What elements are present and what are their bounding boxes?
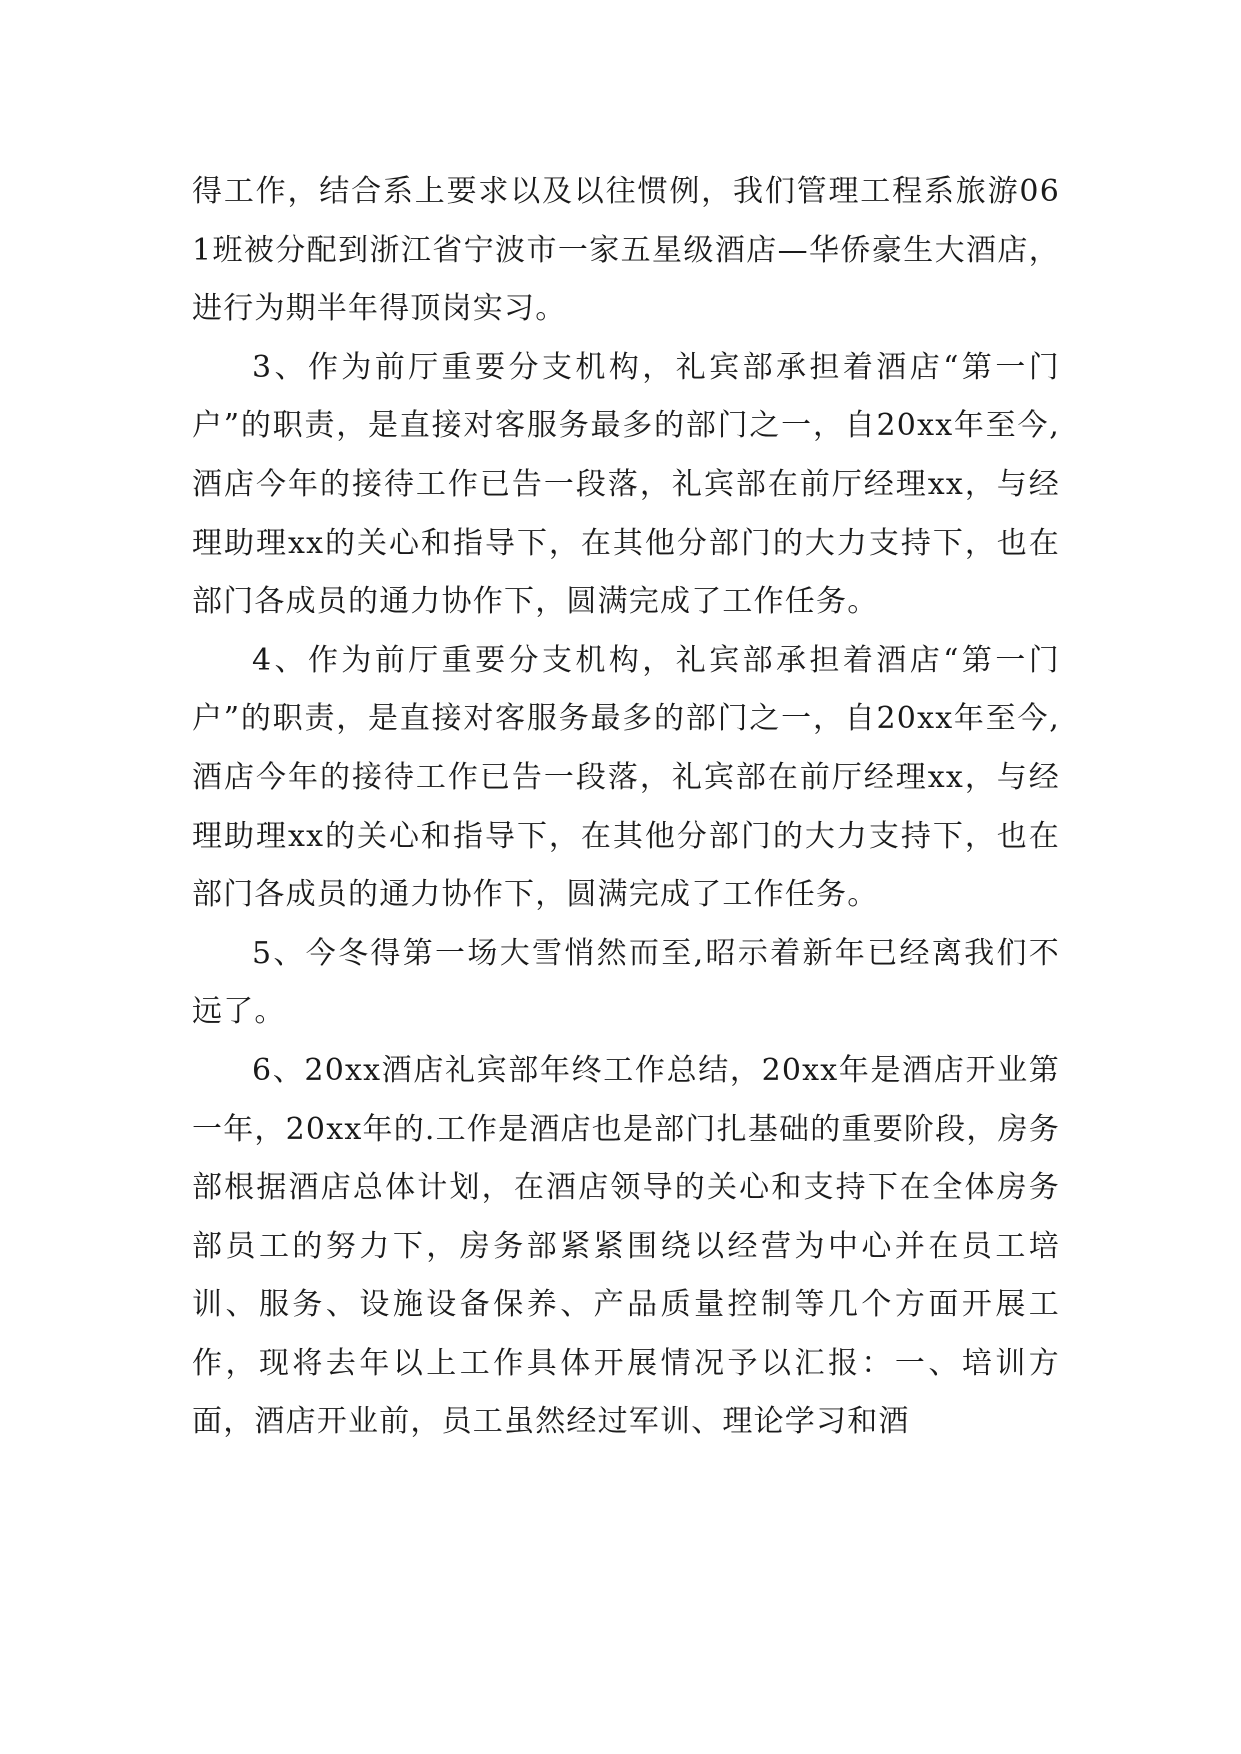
document-body (192, 163, 1060, 1452)
paragraph-1: 得工作，结合系上要求以及以往惯例，我们管理工程系旅游061班被分配到浙江省宁波市一家五星级酒店—华侨豪生大酒店，进行为期半年得顶岗实习。 (192, 174, 1060, 327)
paragraph-4: 5、今冬得第一场大雪悄然而至,昭示着新年已经离我们不远了。 (192, 935, 1060, 1030)
paragraph-5: 6、20xx酒店礼宾部年终工作总结，20xx年是酒店开业第一年，20xx年的.工作是酒店也是部门扎基础的重要阶段，房务部根据酒店总体计划，在酒店领导的关心和支持下在全体房务部员工的努力下，房务部紧紧围绕以经营为中心并在员工培训、服务、设施设备保养、产品质量控制等几个方面开展工作，现将去年以上工作具体开展情况予以汇报：一、培训方面，酒店开业前，员工虽然经过军训、理论学习和酒 (192, 1052, 1060, 1440)
paragraph-3: 4、作为前厅重要分支机构，礼宾部承担着酒店“第一门户”的职责，是直接对客服务最多的部门之一，自20xx年至今,酒店今年的接待工作已告一段落，礼宾部在前厅经理xx，与经理助理xx的关心和指导下，在其他分部门的大力支持下，也在部门各成员的通力协作下，圆满完成了工作任务。 (192, 642, 1060, 913)
paragraph-2: 3、作为前厅重要分支机构，礼宾部承担着酒店“第一门户”的职责，是直接对客服务最多的部门之一，自20xx年至今,酒店今年的接待工作已告一段落，礼宾部在前厅经理xx，与经理助理xx的关心和指导下，在其他分部门的大力支持下，也在部门各成员的通力协作下，圆满完成了工作任务。 (192, 349, 1060, 620)
